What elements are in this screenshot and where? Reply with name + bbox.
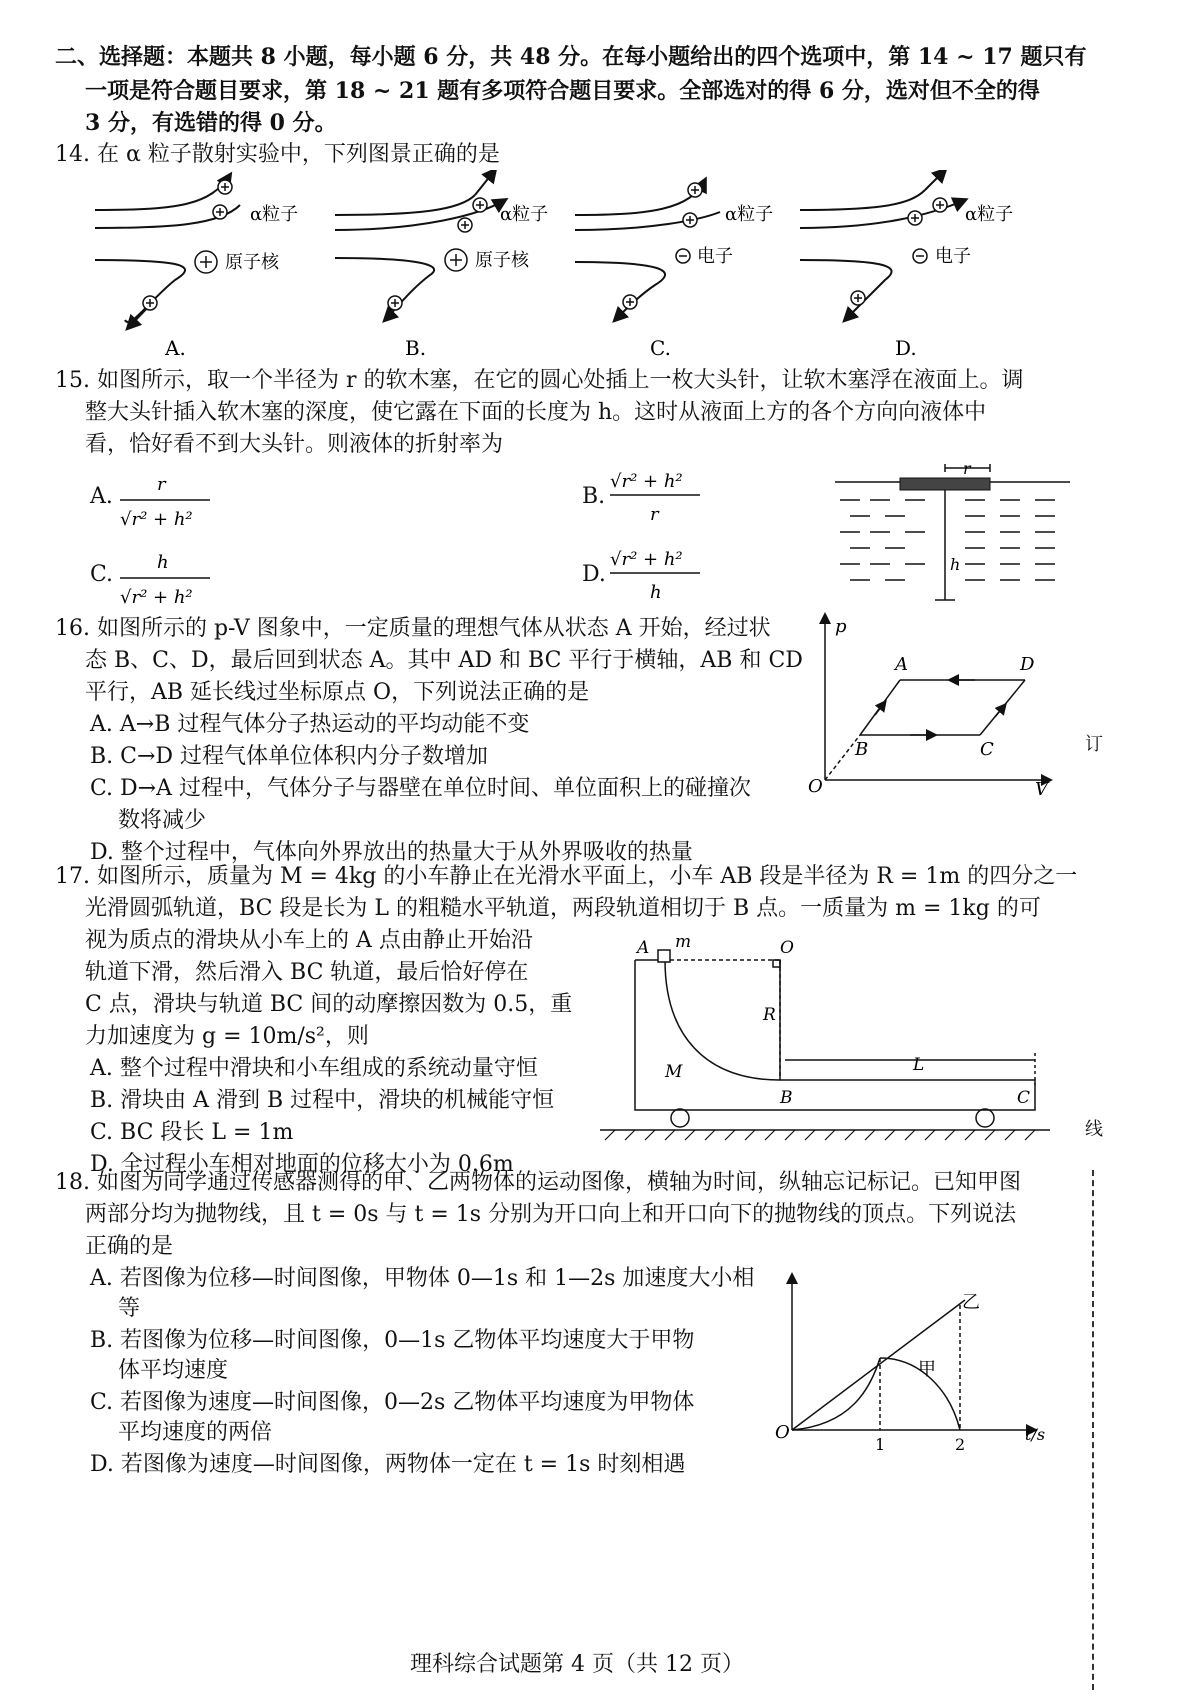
svg-text:p: p	[835, 616, 847, 637]
q16-option-a: A. A→B 过程气体分子热运动的平均动能不变	[90, 712, 530, 737]
svg-text:甲: 甲	[918, 1359, 936, 1380]
svg-text:O: O	[780, 938, 794, 958]
q16-line1: 16. 如图所示的 p-V 图象中，一定质量的理想气体从状态 A 开始，经过状	[55, 616, 771, 641]
q14-d-electron-label: 电子	[935, 246, 971, 267]
svg-text:R: R	[763, 1005, 776, 1025]
q17-line1: 17. 如图所示，质量为 M = 4kg 的小车静止在光滑水平面上，小车 AB 段是半径为 R = 1m 的四分之一	[55, 864, 1078, 889]
binding-dashed-line	[1092, 1170, 1094, 1690]
q14-option-d: D.	[895, 336, 917, 360]
q18-line2: 两部分均为抛物线，且 t = 0s 与 t = 1s 分别为开口向上和开口向下的抛物线的顶点。下列说法	[85, 1202, 1017, 1227]
q15-option-c-label: C.	[90, 562, 114, 587]
q18-motion-graph	[770, 1270, 1060, 1460]
q15-option-b-formula	[605, 465, 705, 529]
q17-line4: 轨道下滑，然后滑入 BC 轨道，最后恰好停在	[85, 960, 529, 985]
q17-line6: 力加速度为 g = 10m/s²，则	[85, 1024, 369, 1049]
q15-option-c-formula	[115, 548, 215, 612]
q15-option-d-label: D.	[582, 562, 606, 587]
svg-text:h: h	[650, 582, 662, 603]
q15-line3: 看，恰好看不到大头针。则液体的折射率为	[85, 432, 504, 457]
q17-line2: 光滑圆弧轨道，BC 段是长为 L 的粗糙水平轨道，两段轨道相切于 B 点。一质量为 m = 1kg 的可	[85, 896, 1041, 921]
svg-text:√r² + h²: √r² + h²	[610, 471, 683, 492]
q18-line3: 正确的是	[85, 1234, 174, 1259]
q16-option-b: B. C→D 过程气体单位体积内分子数增加	[90, 744, 489, 769]
q16-option-d: D. 整个过程中，气体向外界放出的热量大于从外界吸收的热量	[90, 840, 693, 865]
svg-text:C: C	[980, 739, 994, 760]
q17-option-c: C. BC 段长 L = 1m	[90, 1120, 294, 1145]
q14-a-alpha-label: α粒子	[250, 204, 299, 225]
q14-a-nucleus-label: 原子核	[225, 252, 279, 273]
q15-option-a-formula	[115, 470, 215, 534]
q17-line5: C 点，滑块与轨道 BC 间的动摩擦因数为 0.5，重	[85, 992, 573, 1017]
svg-text:√r² + h²: √r² + h²	[120, 587, 193, 608]
q14-b-alpha-label: α粒子	[500, 204, 549, 225]
q16-line3: 平行，AB 延长线过坐标原点 O，下列说法正确的是	[85, 680, 590, 705]
svg-text:L: L	[913, 1055, 925, 1075]
svg-text:V: V	[1035, 779, 1048, 800]
svg-text:r: r	[650, 504, 659, 525]
q15-line2: 整大头针插入软木塞的深度，使它露在下面的长度为 h。这时从液面上方的各个方向向液体中	[85, 400, 987, 425]
svg-text:h: h	[157, 552, 169, 573]
q16-pv-graph	[800, 610, 1060, 800]
q15-option-b-label: B.	[582, 484, 606, 509]
q18-option-b-line1: B. 若图像为位移—时间图像，0—1s 乙物体平均速度大于甲物	[90, 1328, 695, 1353]
margin-mark-ding: 订	[1085, 734, 1103, 755]
svg-text:A: A	[637, 938, 650, 958]
q14-c-alpha-label: α粒子	[725, 204, 774, 225]
svg-text:乙: 乙	[962, 1292, 980, 1313]
svg-text:√r² + h²: √r² + h²	[120, 509, 193, 530]
q18-option-b-line2: 体平均速度	[118, 1358, 229, 1383]
q14-stem: 14. 在 α 粒子散射实验中，下列图景正确的是	[55, 142, 500, 167]
margin-mark-xian: 线	[1085, 1119, 1103, 1140]
svg-text:B: B	[780, 1088, 793, 1108]
q14-d-alpha-label: α粒子	[965, 204, 1014, 225]
q14-figures	[0, 170, 1200, 370]
q14-option-c: C.	[650, 336, 671, 360]
svg-text:r: r	[963, 460, 971, 478]
q17-option-b: B. 滑块由 A 滑到 B 过程中，滑块的机械能守恒	[90, 1088, 555, 1113]
q18-option-a-line2: 等	[118, 1296, 141, 1321]
section-heading-line3: 3 分，有选错的得 0 分。	[85, 110, 337, 136]
svg-text:O: O	[775, 1422, 790, 1443]
svg-text:A: A	[895, 654, 908, 675]
q14-b-nucleus-label: 原子核	[475, 250, 529, 271]
svg-text:1: 1	[875, 1435, 886, 1454]
svg-text:h: h	[950, 555, 961, 574]
svg-text:m: m	[675, 932, 692, 952]
q17-option-a: A. 整个过程中滑块和小车组成的系统动量守恒	[90, 1056, 538, 1081]
svg-text:C: C	[1017, 1088, 1031, 1108]
page-footer: 理科综合试题第 4 页（共 12 页）	[410, 1652, 744, 1677]
q14-c-electron-label: 电子	[697, 246, 733, 267]
svg-text:O: O	[808, 776, 823, 797]
q15-option-d-formula	[605, 543, 705, 607]
svg-text:√r² + h²: √r² + h²	[610, 549, 683, 570]
q16-option-c-line1: C. D→A 过程中，气体分子与器壁在单位时间、单位面积上的碰撞次	[90, 776, 751, 801]
q17-option-d: D. 全过程小车相对地面的位移大小为 0.6m	[90, 1152, 514, 1177]
q14-option-b: B.	[405, 336, 427, 360]
q15-option-a-label: A.	[90, 484, 113, 509]
q18-option-a-line1: A. 若图像为位移—时间图像，甲物体 0—1s 和 1—2s 加速度大小相	[90, 1266, 755, 1291]
svg-text:r: r	[157, 474, 166, 495]
svg-text:t/s: t/s	[1025, 1425, 1046, 1444]
q18-option-d: D. 若图像为速度—时间图像，两物体一定在 t = 1s 时刻相遇	[90, 1452, 686, 1477]
q16-line2: 态 B、C、D，最后回到状态 A。其中 AD 和 BC 平行于横轴，AB 和 CD	[85, 648, 803, 673]
svg-text:D: D	[1020, 654, 1035, 675]
q17-line3: 视为质点的滑块从小车上的 A 点由静止开始沿	[85, 928, 533, 953]
svg-text:2: 2	[955, 1435, 966, 1454]
svg-text:M: M	[665, 1062, 683, 1082]
q15-line1: 15. 如图所示，取一个半径为 r 的软木塞，在它的圆心处插上一枚大头针，让软木塞浮在液面上。调	[55, 368, 1024, 393]
section-heading-line1: 二、选择题：本题共 8 小题，每小题 6 分，共 48 分。在每小题给出的四个选项中，第 14 ~ 17 题只有	[55, 44, 1087, 70]
q15-cork-figure	[830, 460, 1080, 610]
q18-option-c-line2: 平均速度的两倍	[118, 1420, 273, 1445]
section-heading-line2: 一项是符合题目要求，第 18 ~ 21 题有多项符合题目要求。全部选对的得 6 分，选对但不全的得	[85, 78, 1040, 104]
q17-cart-figure	[595, 925, 1065, 1155]
svg-text:B: B	[855, 739, 869, 760]
q18-line1: 18. 如图为同学通过传感器测得的甲、乙两物体的运动图像，横轴为时间，纵轴忘记标记。已知甲图	[55, 1170, 1021, 1195]
q16-option-c-line2: 数将减少	[118, 808, 207, 833]
q18-option-c-line1: C. 若图像为速度—时间图像，0—2s 乙物体平均速度为甲物体	[90, 1390, 695, 1415]
q14-option-a: A.	[165, 336, 186, 360]
